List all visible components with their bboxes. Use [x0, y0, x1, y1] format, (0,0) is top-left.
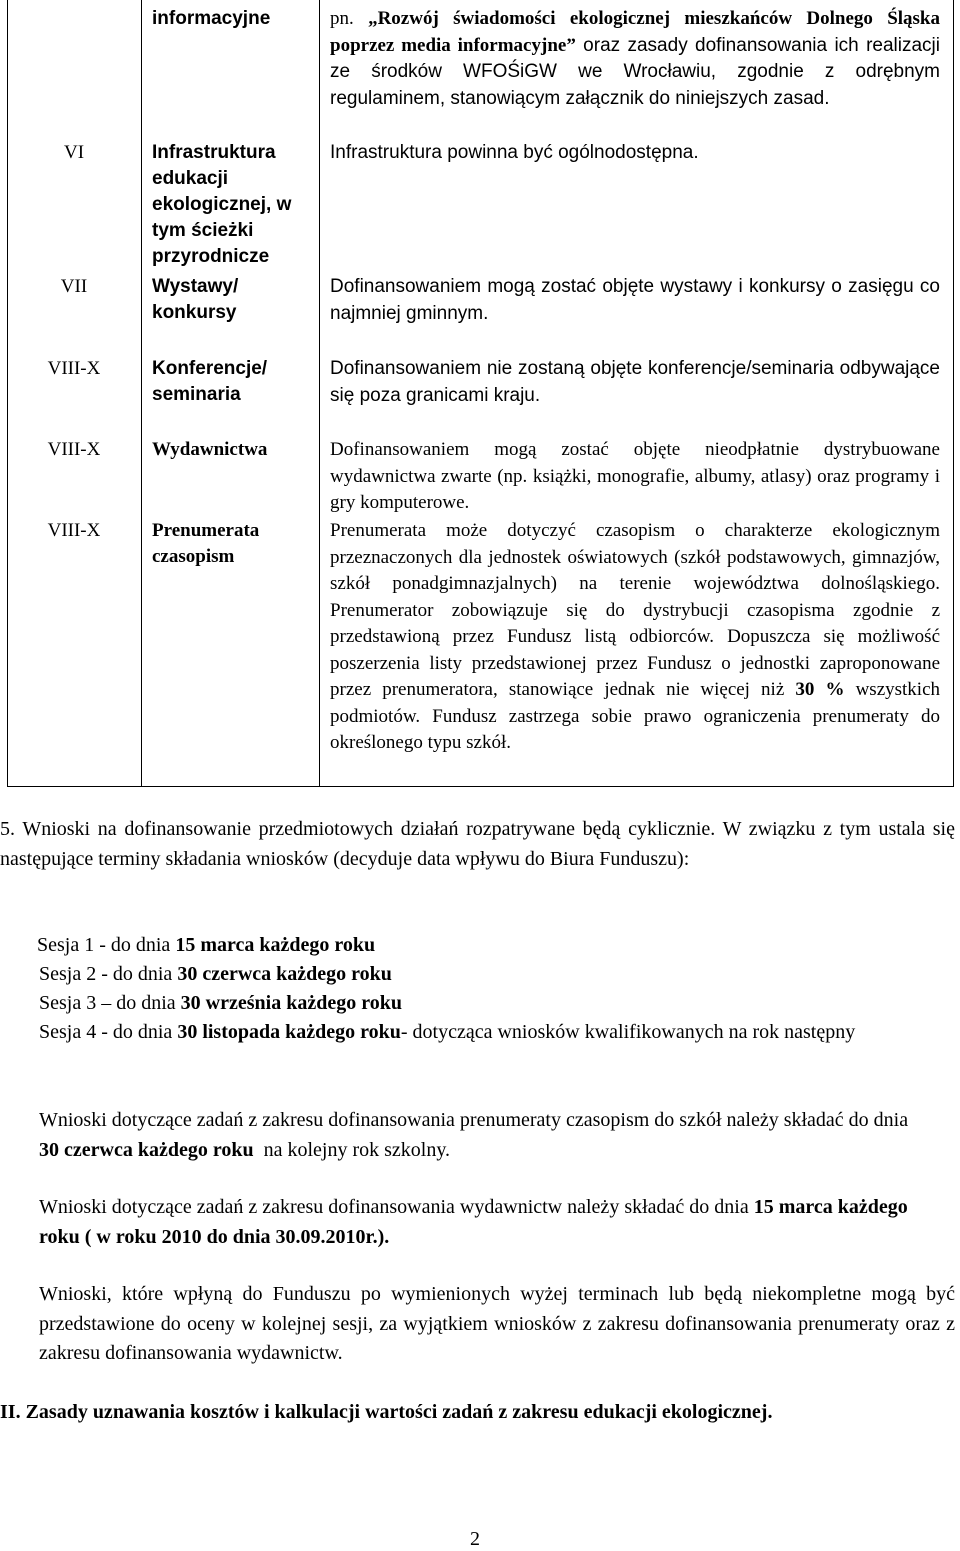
row-number: VII	[60, 276, 88, 297]
session-date: 30 września każdego roku	[180, 992, 402, 1014]
session-suffix: - dotycząca wniosków kwalifikowanych na rok następny	[400, 1021, 856, 1043]
paragraph-date: 30 czerwca każdego roku	[39, 1138, 254, 1161]
text-part-bold: 30 %	[795, 679, 845, 700]
paragraph-text: Wnioski dotyczące zadań z zakresu dofinansowania prenumeraty czasopism do szkół należy składać do dnia	[39, 1109, 909, 1131]
page-number: 2	[470, 1528, 480, 1550]
session-prefix: Sesja 4 - do dnia	[39, 1021, 178, 1043]
paragraph-text: Wnioski dotyczące zadań z zakresu dofinansowania wydawnictw należy składać do dnia	[39, 1196, 754, 1218]
row-number: VIII-X	[47, 520, 101, 541]
paragraph-text: na kolejny rok szkolny.	[253, 1138, 451, 1161]
table-divider	[141, 0, 142, 786]
session-prefix: Sesja 2 - do dnia	[39, 963, 178, 985]
session-line	[39, 1018, 944, 1047]
row-number: VIII-X	[47, 439, 101, 460]
row-title: Wydawnictwa	[152, 439, 268, 460]
row-description: Dofinansowaniem mogą zostać objęte nieodpłatnie dystrybuowane wydawnictwa zwarte (np. książki, monografie, albumy, atlasy) oraz programy i gry komputerowe.	[330, 439, 940, 513]
prenumerata-deadline-paragraph	[39, 1106, 919, 1165]
session-line	[39, 960, 392, 989]
session-line	[37, 931, 375, 960]
session-prefix: Sesja 3 – do dnia	[39, 992, 181, 1014]
row-title: Konferencje/ seminaria	[152, 358, 268, 405]
row-title	[152, 140, 317, 270]
session-date: 15 marca każdego roku	[175, 934, 376, 956]
row-title-text: Infrastruktura edukacji ekologicznej, w tym ścieżki przyrodnicze	[152, 142, 292, 267]
session-date: 30 listopada każdego roku	[177, 1021, 401, 1043]
row-title: informacyjne	[152, 8, 271, 29]
text-part: pn.	[330, 8, 369, 29]
heading-text: II. Zasady uznawania kosztów i kalkulacji wartości zadań z zakresu edukacji ekologicznej.	[0, 1401, 773, 1423]
row-title: Wystawy/ konkursy	[152, 276, 239, 323]
table-divider	[319, 0, 320, 786]
row-title: Prenumerata czasopism	[152, 520, 260, 567]
section-5-paragraph: 5. Wnioski na dofinansowanie przedmiotowych działań rozpatrywane będą cyklicznie. W związku z tym ustala się następujące terminy składania wniosków (decyduje data wpływu do Biura Funduszu):	[0, 818, 955, 870]
row-description: Dofinansowaniem nie zostaną objęte konferencje/seminaria odbywające się poza granicami kraju.	[330, 358, 940, 406]
wydawnictwa-deadline-paragraph	[39, 1193, 939, 1252]
late-applications-paragraph: Wnioski, które wpłyną do Funduszu po wymienionych wyżej terminach lub będą niekompletne mogą być przedstawione do oceny w kolejnej sesji, za wyjątkiem wniosków z zakresu dofinansowania prenumeraty oraz z zakresu dofinansowania wydawnictw.	[39, 1283, 955, 1364]
text-part-bold: „Rozwój świadomości ekologicznej mieszkańców Dolnego Śląska poprzez media informacyjne”	[330, 8, 941, 56]
text-part: wszystkich podmiotów. Fundusz zastrzega sobie prawo ograniczenia prenumeraty do określonego typu szkół.	[330, 679, 941, 753]
row-description: Infrastruktura powinna być ogólnodostępna.	[330, 142, 699, 163]
row-number: VI	[63, 142, 85, 163]
session-prefix: Sesja 1 - do dnia	[37, 934, 176, 956]
row-number: VIII-X	[47, 358, 101, 379]
paragraph-date: 15 marca każdego roku ( w roku 2010 do dnia 30.09.2010r.).	[39, 1196, 908, 1248]
row-description: Dofinansowaniem mogą zostać objęte wystawy i konkursy o zasięgu co najmniej gminnym.	[330, 276, 940, 324]
row-description	[330, 518, 940, 757]
session-date: 30 czerwca każdego roku	[177, 963, 392, 985]
text-part: Prenumerata może dotyczyć czasopism o charakterze ekologicznym przeznaczonych dla jednostek oświatowych (szkół podstawowych, gimnazjów, szkół ponadgimnazjalnych) na terenie województwa dolnośląskiego. Prenumerator zobowiązuje się do dystrybucji czasopisma zgodnie z przedstawioną przez Fundusz listą odbiorców. Dopuszcza się możliwość poszerzenia listy przedstawionej przez Fundusz o jednostki zaproponowane przez prenumeratora, stanowiące jednak nie więcej niż	[330, 520, 940, 700]
text-part: oraz zasady dofinansowania ich realizacji ze środków WFOŚiGW we Wrocławiu, zgodnie z odrębnym regulaminem, stanowiącym załącznik do niniejszych zasad.	[330, 34, 940, 109]
session-line	[39, 989, 402, 1018]
row-description	[330, 6, 940, 112]
section-ii-heading	[0, 1398, 955, 1428]
funding-table	[7, 0, 954, 787]
